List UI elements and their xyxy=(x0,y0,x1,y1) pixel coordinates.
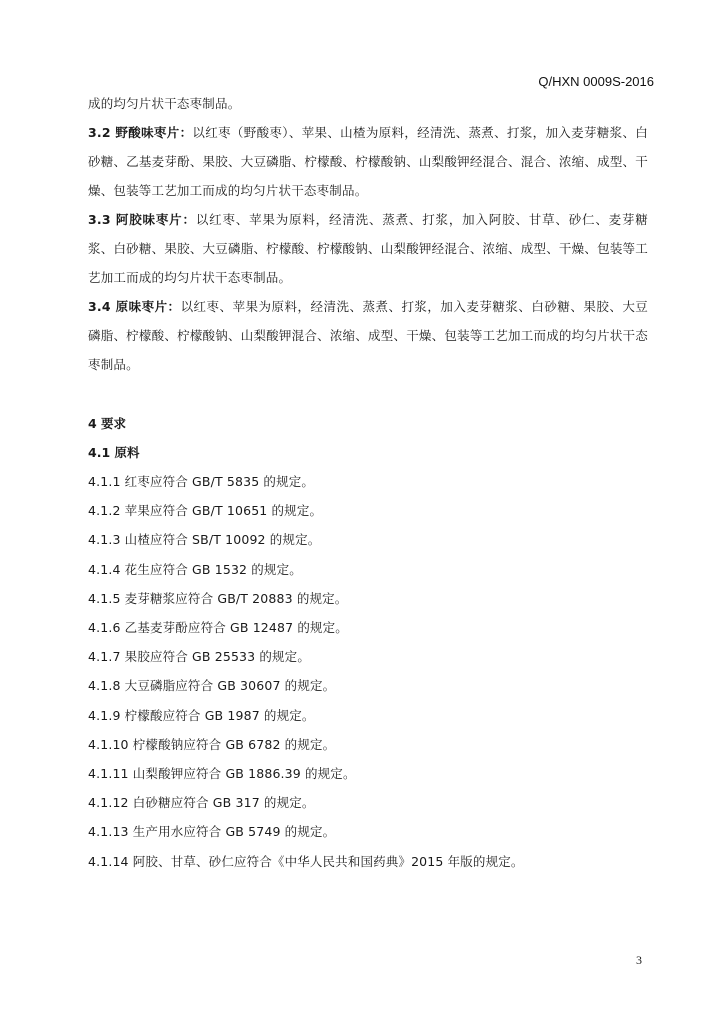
requirement-item: 4.1.3 山楂应符合 SB/T 10092 的规定。 xyxy=(88,532,321,548)
requirement-item: 4.1.8 大豆磷脂应符合 GB 30607 的规定。 xyxy=(88,678,336,694)
section-spacer xyxy=(88,379,648,409)
paragraph-continuation xyxy=(88,89,648,118)
definition-term: 3.2 野酸味枣片： xyxy=(88,125,193,140)
definition-text: 以红枣、苹果为原料，经清洗、蒸煮、打浆，加入阿胶、甘草、砂仁、麦芽糖浆、白砂糖、果胶、大豆磷脂、柠檬酸、柠檬酸钠、山梨酸钾经混合、浓缩、成型、干燥、包装等工艺加工而成的均匀片状干态枣制品。 xyxy=(88,212,648,285)
requirement-item: 4.1.13 生产用水应符合 GB 5749 的规定。 xyxy=(88,824,336,840)
requirement-item: 4.1.6 乙基麦芽酚应符合 GB 12487 的规定。 xyxy=(88,620,348,636)
definition-3-3 xyxy=(88,205,648,292)
requirement-item: 4.1.11 山梨酸钾应符合 GB 1886.39 的规定。 xyxy=(88,766,356,782)
definition-term: 3.4 原味枣片： xyxy=(88,299,181,314)
definition-term: 3.3 阿胶味枣片： xyxy=(88,212,196,227)
paragraph-text: 成的均匀片状干态枣制品。 xyxy=(88,96,241,111)
requirement-item: 4.1.14 阿胶、甘草、砂仁应符合《中华人民共和国药典》2015 年版的规定。 xyxy=(88,853,524,869)
definition-text: 以红枣（野酸枣）、苹果、山楂为原料，经清洗、蒸煮、打浆，加入麦芽糖浆、白砂糖、乙基麦芽酚、果胶、大豆磷脂、柠檬酸、柠檬酸钠、山梨酸钾经混合、混合、浓缩、成型、干燥、包装等工艺加工而成的均匀片状干态枣制品。 xyxy=(88,125,648,198)
requirement-item: 4.1.7 果胶应符合 GB 25533 的规定。 xyxy=(88,649,310,665)
requirement-item: 4.1.5 麦芽糖浆应符合 GB/T 20883 的规定。 xyxy=(88,590,348,606)
definition-text: 以红枣、苹果为原料，经清洗、蒸煮、打浆，加入麦芽糖浆、白砂糖、果胶、大豆磷脂、柠檬酸、柠檬酸钠、山梨酸钾混合、浓缩、成型、干燥、包装等工艺加工而成的均匀片状干态枣制品。 xyxy=(88,299,649,372)
document-body xyxy=(88,89,648,876)
requirement-item: 4.1.9 柠檬酸应符合 GB 1987 的规定。 xyxy=(88,707,315,723)
requirement-item: 4.1.2 苹果应符合 GB/T 10651 的规定。 xyxy=(88,503,323,519)
section-heading: 4 要求 xyxy=(88,416,127,431)
page-number: 3 xyxy=(636,953,642,967)
definition-3-4 xyxy=(88,292,648,379)
requirement-item: 4.1.4 花生应符合 GB 1532 的规定。 xyxy=(88,561,302,577)
definition-3-2 xyxy=(88,118,648,205)
requirement-item: 4.1.10 柠檬酸钠应符合 GB 6782 的规定。 xyxy=(88,736,336,752)
subsection-heading: 4.1 原料 xyxy=(88,445,140,460)
requirement-item: 4.1.1 红枣应符合 GB/T 5835 的规定。 xyxy=(88,474,315,489)
requirement-item: 4.1.12 白砂糖应符合 GB 317 的规定。 xyxy=(88,795,315,811)
standard-code: Q/HXN 0009S-2016 xyxy=(538,74,654,89)
